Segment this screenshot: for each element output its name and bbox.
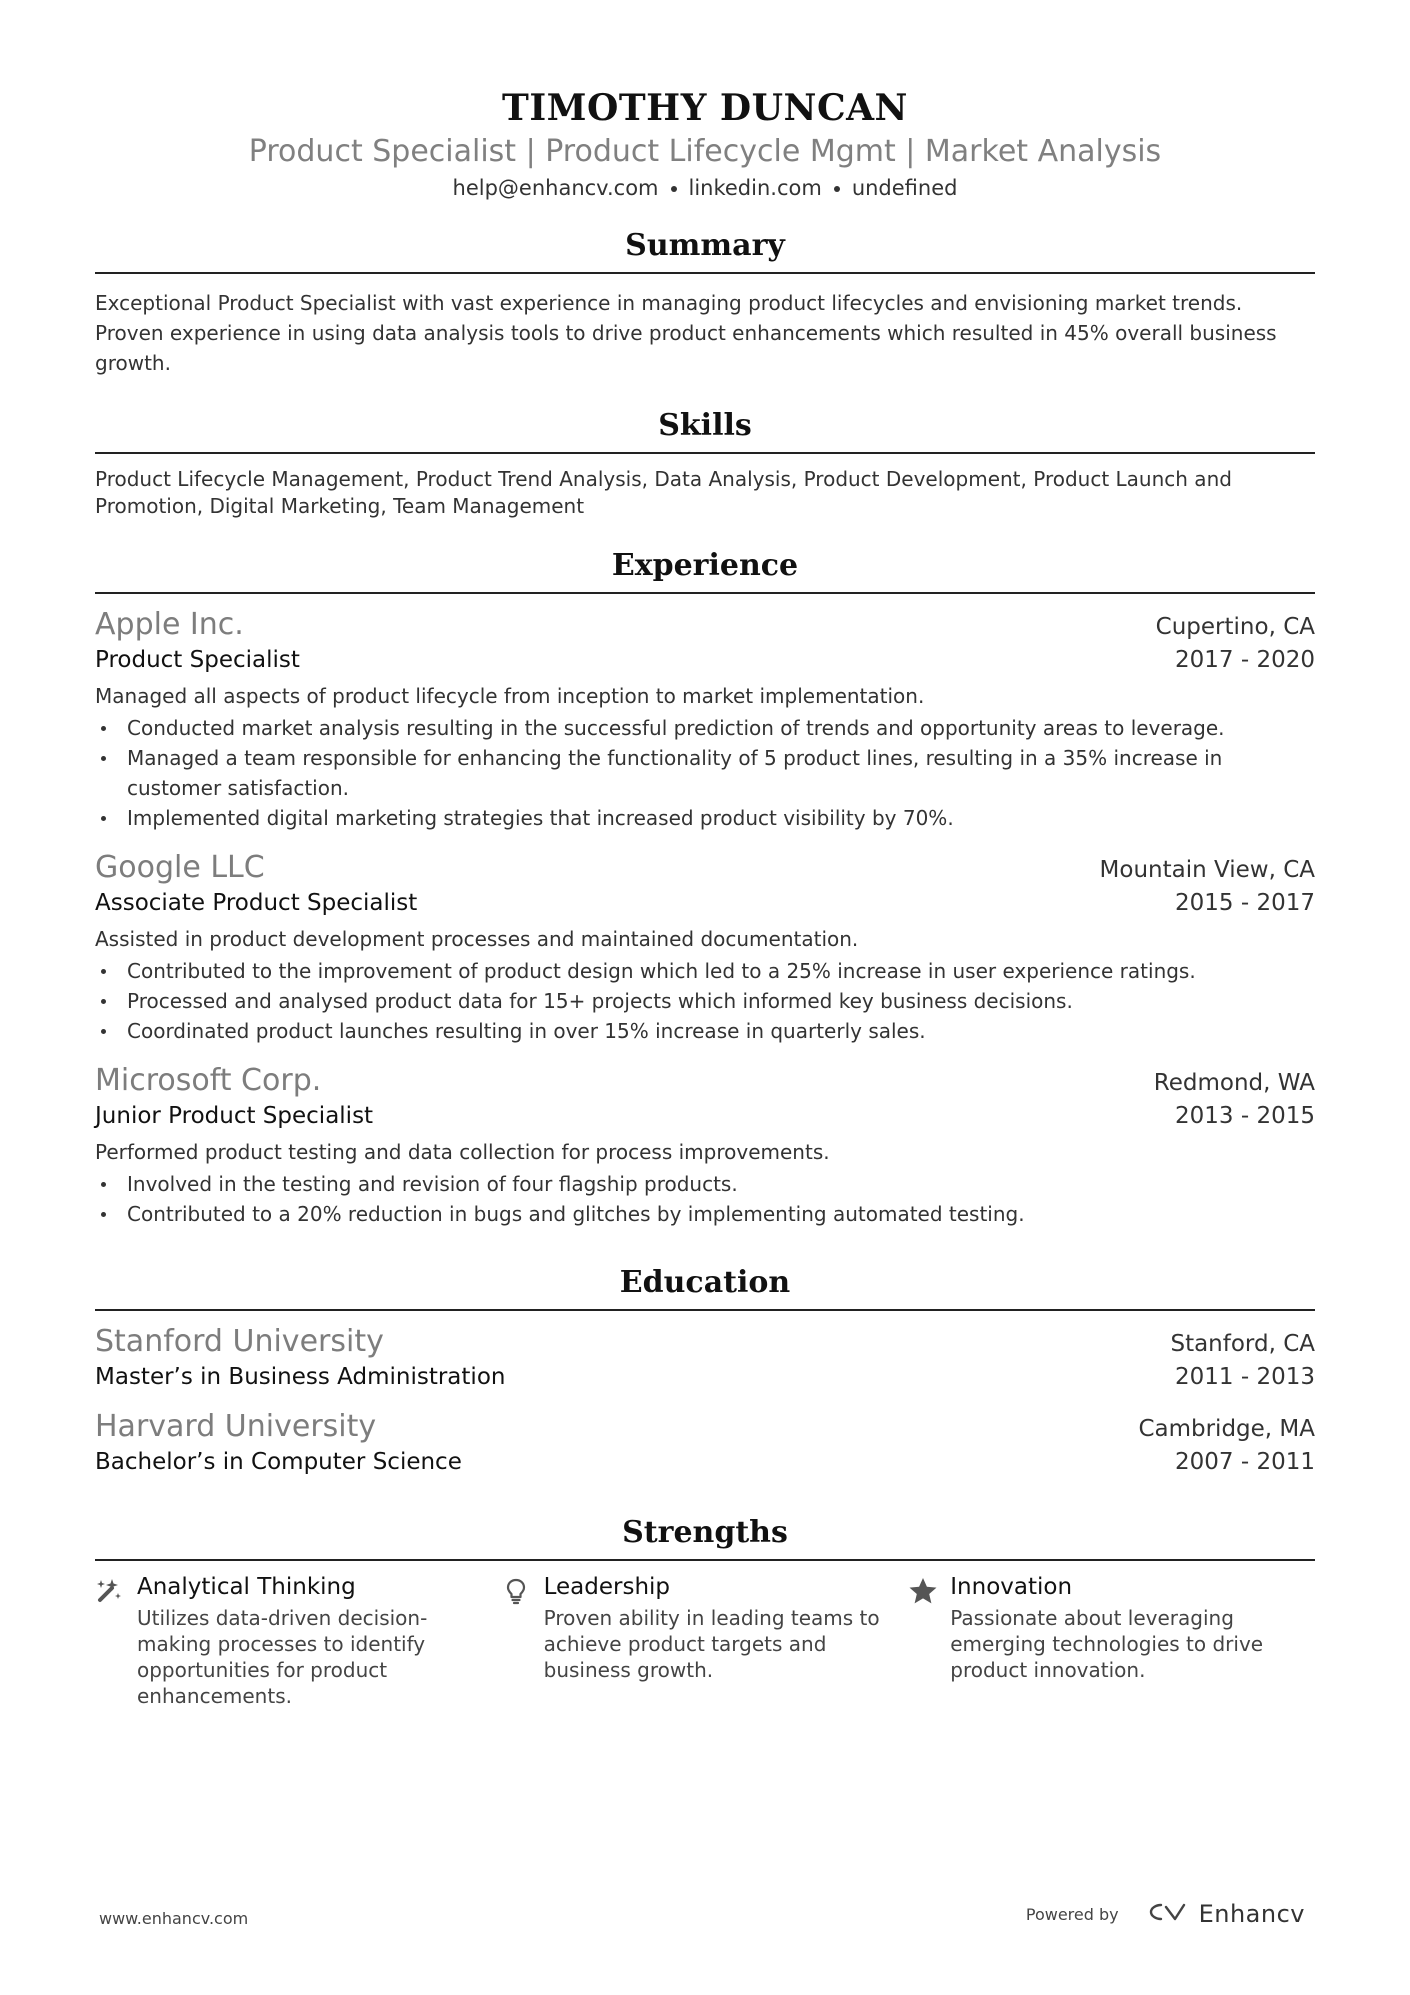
section-title-education: Education xyxy=(95,1263,1315,1311)
section-title-experience: Experience xyxy=(95,546,1315,594)
achievement-item: Processed and analysed product data for 15+ projects which informed key business decisions. xyxy=(95,986,1315,1016)
achievement-item: Involved in the testing and revision of four flagship products. xyxy=(95,1169,1315,1199)
achievement-item: Contributed to a 20% reduction in bugs and glitches by implementing automated testing. xyxy=(95,1199,1315,1229)
experience-section xyxy=(95,546,1315,1229)
achievement-list xyxy=(95,956,1315,1046)
contact-line xyxy=(95,174,1315,202)
footer-branding xyxy=(1026,1900,1305,1928)
job-description: Assisted in product development processes and maintained documentation. xyxy=(95,927,859,951)
lightbulb-icon xyxy=(502,1571,544,1709)
contact-email[interactable]: help@enhancv.com xyxy=(452,176,659,200)
achievement-item: Contributed to the improvement of product design which led to a 25% increase in user experience ratings. xyxy=(95,956,1315,986)
powered-by-label: Powered by xyxy=(1025,1904,1119,1924)
strength-title: Leadership xyxy=(543,1574,671,1600)
candidate-name: TIMOTHY DUNCAN xyxy=(502,87,908,129)
job-description: Managed all aspects of product lifecycle from inception to market implementation. xyxy=(95,684,925,708)
section-title-summary: Summary xyxy=(95,226,1315,274)
company-name: Apple Inc. xyxy=(95,607,244,642)
job-title: Product Specialist xyxy=(95,647,300,673)
section-title-strengths: Strengths xyxy=(95,1513,1315,1561)
strength-item xyxy=(908,1571,1315,1709)
section-title-skills: Skills xyxy=(95,406,1315,454)
contact-website[interactable]: undefined xyxy=(851,176,958,200)
school-location: Cambridge, MA xyxy=(1138,1416,1315,1442)
job-title: Associate Product Specialist xyxy=(95,890,418,916)
strength-item xyxy=(502,1571,909,1709)
job-location: Mountain View, CA xyxy=(1099,857,1315,883)
education-section xyxy=(95,1263,1315,1479)
job-location: Redmond, WA xyxy=(1153,1070,1315,1096)
skills-section xyxy=(95,406,1315,520)
strengths-section xyxy=(95,1513,1315,1709)
achievement-item: Coordinated product launches resulting in over 15% increase in quarterly sales. xyxy=(95,1016,1315,1046)
strength-description: Utilizes data-driven decision-making processes to identify opportunities for product enhancements. xyxy=(137,1606,428,1708)
enhancv-logo-icon xyxy=(1147,1900,1191,1928)
job-dates: 2013 - 2015 xyxy=(1175,1103,1315,1129)
degree-name: Bachelor’s in Computer Science xyxy=(95,1449,462,1475)
strength-description: Proven ability in leading teams to achieve product targets and business growth. xyxy=(543,1606,880,1682)
summary-text: Exceptional Product Specialist with vast experience in managing product lifecycles and envisioning market trends. Proven experience in using data analysis tools to drive product enhancements which resulted in 45% overall business growth. xyxy=(95,291,1277,375)
achievement-item: Conducted market analysis resulting in the successful prediction of trends and opportunity areas to leverage. xyxy=(95,713,1315,743)
job-dates: 2017 - 2020 xyxy=(1175,647,1315,673)
school-location: Stanford, CA xyxy=(1170,1331,1315,1357)
achievement-list xyxy=(95,713,1315,833)
school-name: Stanford University xyxy=(95,1324,384,1359)
achievement-item: Managed a team responsible for enhancing the functionality of 5 product lines, resulting in a 35% increase in customer satisfaction. xyxy=(95,743,1315,803)
strength-description: Passionate about leveraging emerging technologies to drive product innovation. xyxy=(950,1606,1264,1682)
school-name: Harvard University xyxy=(95,1409,377,1444)
experience-entry xyxy=(95,1062,1315,1229)
company-name: Google LLC xyxy=(95,850,265,885)
achievement-item: Implemented digital marketing strategies that increased product visibility by 70%. xyxy=(95,803,1315,833)
summary-section xyxy=(95,226,1315,378)
contact-linkedin[interactable]: linkedin.com xyxy=(688,176,822,200)
company-name: Microsoft Corp. xyxy=(95,1063,322,1098)
magic-wand-icon xyxy=(95,1571,137,1709)
star-icon xyxy=(908,1571,950,1709)
separator-dot xyxy=(671,186,677,192)
separator-dot xyxy=(834,186,840,192)
achievement-list xyxy=(95,1169,1315,1229)
candidate-tagline: Product Specialist | Product Lifecycle Mgmt | Market Analysis xyxy=(248,134,1162,169)
footer-website[interactable]: www.enhancv.com xyxy=(99,1909,249,1928)
strength-title: Analytical Thinking xyxy=(137,1574,356,1600)
strengths-grid xyxy=(95,1571,1315,1709)
strength-item xyxy=(95,1571,502,1709)
education-entry xyxy=(95,1323,1315,1394)
brand-name: Enhancv xyxy=(1198,1900,1305,1928)
education-dates: 2007 - 2011 xyxy=(1175,1449,1315,1475)
job-dates: 2015 - 2017 xyxy=(1175,890,1315,916)
job-location: Cupertino, CA xyxy=(1155,614,1315,640)
job-description: Performed product testing and data collection for process improvements. xyxy=(95,1140,830,1164)
education-dates: 2011 - 2013 xyxy=(1175,1364,1315,1390)
job-title: Junior Product Specialist xyxy=(95,1103,374,1129)
strength-title: Innovation xyxy=(950,1574,1073,1600)
experience-entry xyxy=(95,849,1315,1046)
experience-entry xyxy=(95,606,1315,833)
resume-header xyxy=(95,0,1315,202)
degree-name: Master’s in Business Administration xyxy=(95,1364,506,1390)
skills-text: Product Lifecycle Management, Product Trend Analysis, Data Analysis, Product Development, Product Launch and Promotion, Digital Marketing, Team Management xyxy=(95,467,1232,518)
education-entry xyxy=(95,1408,1315,1479)
